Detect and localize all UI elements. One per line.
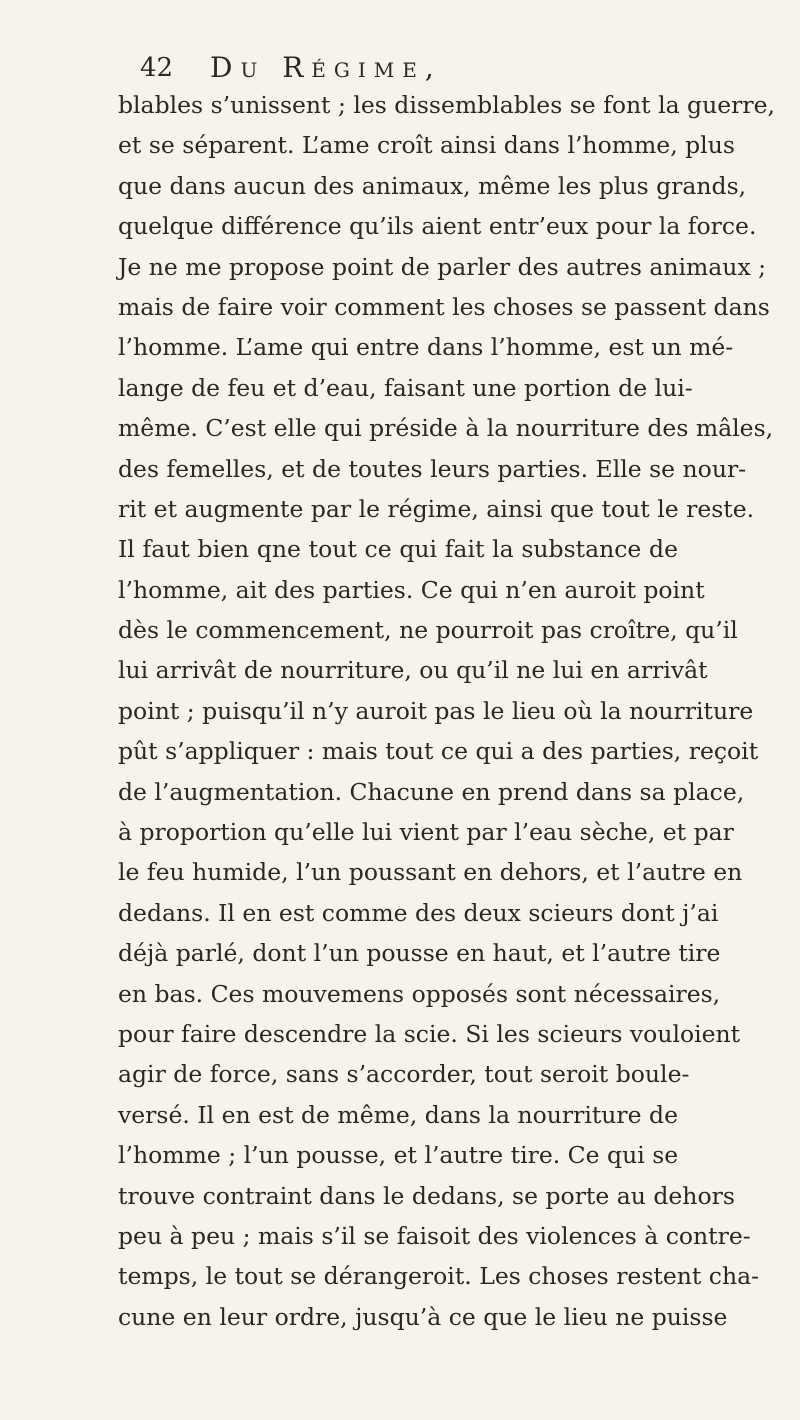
text-line: lui arrivât de nourriture, ou qu’il ne lui en arrivât: [118, 656, 708, 685]
text-line: temps, le tout se dérangeroit. Les choses restent cha-: [118, 1262, 760, 1291]
text-line: dedans. Il en est comme des deux scieurs dont j’ai: [118, 898, 719, 927]
text-line: dès le commencement, ne pourroit pas croître, qu’il: [118, 616, 738, 645]
text-line: quelque différence qu’ils aient entr’eux pour la force.: [118, 212, 757, 241]
text-line: blables s’unissent ; les dissemblables se font la guerre,: [118, 91, 775, 119]
text-line: même. C’est elle qui préside à la nourriture des mâles,: [118, 414, 774, 443]
text-line: l’homme. L’ame qui entre dans l’homme, est un mé-: [118, 333, 734, 362]
page-header: [140, 48, 680, 88]
body-text: [118, 85, 775, 1337]
text-line: et se séparent. L’ame croît ainsi dans l’homme, plus: [118, 131, 735, 160]
text-line: l’homme ; l’un pousse, et l’autre tire. Ce qui se: [118, 1141, 679, 1170]
text-line: mais de faire voir comment les choses se passent dans: [118, 292, 770, 321]
text-line: trouve contraint dans le dedans, se porte au dehors: [118, 1181, 735, 1210]
text-line: rit et augmente par le régime, ainsi que tout le reste.: [118, 494, 755, 523]
text-line: en bas. Ces mouvemens opposés sont nécessaires,: [118, 979, 721, 1008]
text-line: Il faut bien qne tout ce qui fait la substance de: [118, 535, 678, 564]
text-line: peu à peu ; mais s’il se faisoit des violences à contre-: [118, 1221, 751, 1250]
text-line: pour faire descendre la scie. Si les scieurs vouloient: [118, 1019, 741, 1048]
text-line: agir de force, sans s’accorder, tout seroit boule-: [118, 1060, 690, 1089]
text-line: cune en leur ordre, jusqu’à ce que le lieu ne puisse: [118, 1302, 728, 1331]
text-line: versé. Il en est de même, dans la nourriture de: [118, 1100, 678, 1129]
text-line: point ; puisqu’il n’y auroit pas le lieu où la nourriture: [118, 696, 754, 725]
text-line: pût s’appliquer : mais tout ce qui a des parties, reçoit: [118, 737, 759, 766]
text-line: le feu humide, l’un poussant en dehors, et l’autre en: [118, 858, 743, 887]
text-line: de l’augmentation. Chacune en prend dans sa place,: [118, 777, 745, 806]
text-line: déjà parlé, dont l’un pousse en haut, et l’autre tire: [118, 939, 721, 968]
text-line: que dans aucun des animaux, même les plus grands,: [118, 171, 747, 200]
text-line: Je ne me propose point de parler des autres animaux ;: [118, 252, 767, 281]
text-line: lange de feu et d’eau, faisant une portion de lui-: [118, 373, 693, 402]
text-line: à proportion qu’elle lui vient par l’eau sèche, et par: [118, 818, 734, 847]
text-line: des femelles, et de toutes leurs parties. Elle se nour-: [118, 454, 747, 483]
running-title: Du Régime,: [210, 51, 442, 84]
page-number: 42: [140, 53, 174, 83]
text-line: l’homme, ait des parties. Ce qui n’en auroit point: [118, 575, 705, 604]
